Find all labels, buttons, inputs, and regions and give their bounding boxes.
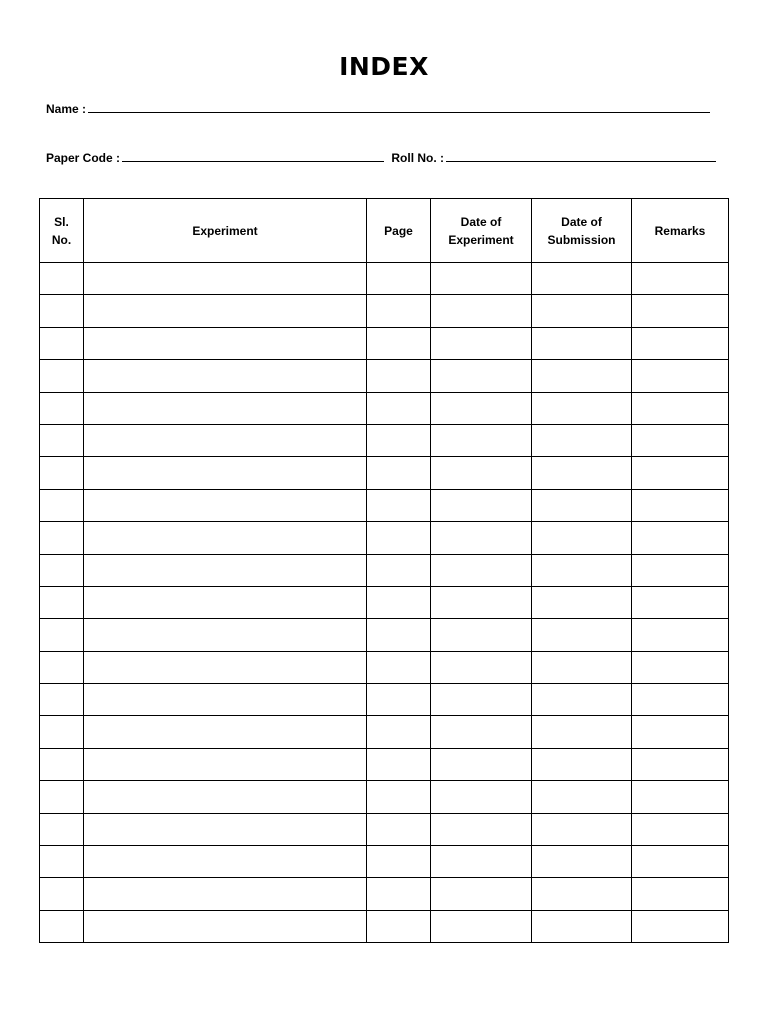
cell-date-of-submission[interactable] [532,619,632,651]
table-row [40,716,729,748]
cell-remarks[interactable] [632,295,729,327]
cell-remarks[interactable] [632,878,729,910]
cell-date-of-experiment[interactable] [431,846,532,878]
cell-date-of-submission[interactable] [532,910,632,942]
index-table [39,198,729,943]
table-row [40,424,729,456]
paper-code-field[interactable] [122,150,384,162]
table-row [40,327,729,359]
cell-date-of-submission[interactable] [532,846,632,878]
cell-remarks[interactable] [632,619,729,651]
cell-experiment[interactable] [84,295,367,327]
cell-experiment[interactable] [84,846,367,878]
cell-page[interactable] [367,748,431,780]
table-row [40,619,729,651]
cell-sl-no[interactable] [40,684,84,716]
cell-page[interactable] [367,910,431,942]
paper-code-label: Paper Code : [46,151,121,165]
table-row [40,878,729,910]
cell-remarks[interactable] [632,522,729,554]
cell-remarks[interactable] [632,846,729,878]
cell-date-of-experiment[interactable] [431,781,532,813]
cell-page[interactable] [367,651,431,683]
cell-date-of-experiment[interactable] [431,748,532,780]
cell-date-of-submission[interactable] [532,716,632,748]
cell-experiment[interactable] [84,878,367,910]
cell-sl-no[interactable] [40,748,84,780]
cell-experiment[interactable] [84,586,367,618]
cell-page[interactable] [367,360,431,392]
cell-remarks[interactable] [632,813,729,845]
cell-experiment[interactable] [84,522,367,554]
header-remarks: Remarks [632,199,729,263]
cell-page[interactable] [367,781,431,813]
table-row [40,522,729,554]
cell-date-of-submission[interactable] [532,878,632,910]
cell-date-of-submission[interactable] [532,748,632,780]
cell-page[interactable] [367,457,431,489]
cell-page[interactable] [367,813,431,845]
cell-date-of-submission[interactable] [532,360,632,392]
cell-experiment[interactable] [84,748,367,780]
cell-remarks[interactable] [632,684,729,716]
cell-remarks[interactable] [632,748,729,780]
cell-experiment[interactable] [84,392,367,424]
cell-remarks[interactable] [632,489,729,521]
cell-remarks[interactable] [632,263,729,295]
cell-date-of-submission[interactable] [532,263,632,295]
cell-date-of-submission[interactable] [532,813,632,845]
roll-no-field[interactable] [446,150,716,162]
cell-page[interactable] [367,327,431,359]
cell-page[interactable] [367,392,431,424]
cell-date-of-experiment[interactable] [431,522,532,554]
cell-date-of-submission[interactable] [532,651,632,683]
cell-page[interactable] [367,522,431,554]
cell-experiment[interactable] [84,360,367,392]
table-row [40,489,729,521]
cell-date-of-experiment[interactable] [431,878,532,910]
cell-remarks[interactable] [632,457,729,489]
cell-remarks[interactable] [632,651,729,683]
cell-experiment[interactable] [84,457,367,489]
header-date-of-experiment: Date of Experiment [431,199,532,263]
cell-experiment[interactable] [84,716,367,748]
cell-sl-no[interactable] [40,846,84,878]
header-experiment: Experiment [84,199,367,263]
cell-experiment[interactable] [84,813,367,845]
cell-date-of-submission[interactable] [532,684,632,716]
table-row [40,263,729,295]
cell-date-of-experiment[interactable] [431,586,532,618]
cell-remarks[interactable] [632,716,729,748]
roll-no-label: Roll No. : [391,151,445,165]
cell-date-of-experiment[interactable] [431,392,532,424]
cell-date-of-experiment[interactable] [431,651,532,683]
cell-date-of-experiment[interactable] [431,489,532,521]
cell-page[interactable] [367,619,431,651]
cell-sl-no[interactable] [40,716,84,748]
cell-date-of-submission[interactable] [532,392,632,424]
cell-page[interactable] [367,684,431,716]
table-row [40,554,729,586]
cell-experiment[interactable] [84,684,367,716]
cell-experiment[interactable] [84,619,367,651]
cell-page[interactable] [367,489,431,521]
cell-date-of-experiment[interactable] [431,327,532,359]
cell-page[interactable] [367,586,431,618]
cell-sl-no[interactable] [40,489,84,521]
header-date-of-submission: Date of Submission [532,199,632,263]
cell-remarks[interactable] [632,392,729,424]
cell-remarks[interactable] [632,586,729,618]
table-row [40,651,729,683]
table-row [40,910,729,942]
cell-date-of-submission[interactable] [532,489,632,521]
cell-experiment[interactable] [84,489,367,521]
cell-page[interactable] [367,716,431,748]
cell-remarks[interactable] [632,554,729,586]
cell-experiment[interactable] [84,781,367,813]
table-row [40,586,729,618]
cell-date-of-experiment[interactable] [431,554,532,586]
cell-page[interactable] [367,846,431,878]
cell-sl-no[interactable] [40,781,84,813]
cell-sl-no[interactable] [40,457,84,489]
cell-sl-no[interactable] [40,295,84,327]
cell-page[interactable] [367,263,431,295]
cell-sl-no[interactable] [40,392,84,424]
cell-experiment[interactable] [84,554,367,586]
table-row [40,392,729,424]
cell-date-of-experiment[interactable] [431,360,532,392]
cell-experiment[interactable] [84,263,367,295]
cell-date-of-submission[interactable] [532,457,632,489]
table-row [40,457,729,489]
table-row [40,684,729,716]
cell-sl-no[interactable] [40,554,84,586]
cell-date-of-experiment[interactable] [431,457,532,489]
cell-experiment[interactable] [84,424,367,456]
table-row [40,295,729,327]
cell-sl-no[interactable] [40,360,84,392]
table-row [40,781,729,813]
cell-date-of-experiment[interactable] [431,813,532,845]
cell-date-of-submission[interactable] [532,586,632,618]
cell-sl-no[interactable] [40,424,84,456]
name-field[interactable] [88,101,710,113]
cell-page[interactable] [367,295,431,327]
table-row [40,360,729,392]
cell-date-of-experiment[interactable] [431,424,532,456]
cell-remarks[interactable] [632,781,729,813]
cell-page[interactable] [367,554,431,586]
name-label: Name : [46,102,87,116]
cell-date-of-submission[interactable] [532,554,632,586]
cell-experiment[interactable] [84,910,367,942]
header-page: Page [367,199,431,263]
cell-date-of-submission[interactable] [532,327,632,359]
cell-sl-no[interactable] [40,651,84,683]
cell-date-of-experiment[interactable] [431,619,532,651]
cell-sl-no[interactable] [40,619,84,651]
cell-date-of-experiment[interactable] [431,295,532,327]
cell-page[interactable] [367,878,431,910]
paper-roll-row [46,150,716,165]
cell-date-of-submission[interactable] [532,522,632,554]
cell-date-of-submission[interactable] [532,781,632,813]
cell-sl-no[interactable] [40,586,84,618]
cell-sl-no[interactable] [40,327,84,359]
cell-date-of-submission[interactable] [532,295,632,327]
table-body [40,263,729,943]
cell-sl-no[interactable] [40,522,84,554]
table-row [40,748,729,780]
page-title: INDEX [339,52,429,81]
cell-date-of-experiment[interactable] [431,716,532,748]
table-row [40,846,729,878]
table-row [40,813,729,845]
cell-date-of-experiment[interactable] [431,910,532,942]
cell-remarks[interactable] [632,327,729,359]
cell-experiment[interactable] [84,327,367,359]
header-sl-no: Sl. No. [40,199,84,263]
cell-date-of-submission[interactable] [532,424,632,456]
cell-experiment[interactable] [84,651,367,683]
cell-remarks[interactable] [632,424,729,456]
cell-date-of-experiment[interactable] [431,684,532,716]
name-row [46,101,710,116]
cell-sl-no[interactable] [40,263,84,295]
cell-date-of-experiment[interactable] [431,263,532,295]
cell-remarks[interactable] [632,910,729,942]
table-header-row [40,199,729,263]
cell-sl-no[interactable] [40,878,84,910]
cell-remarks[interactable] [632,360,729,392]
cell-sl-no[interactable] [40,910,84,942]
cell-page[interactable] [367,424,431,456]
cell-sl-no[interactable] [40,813,84,845]
